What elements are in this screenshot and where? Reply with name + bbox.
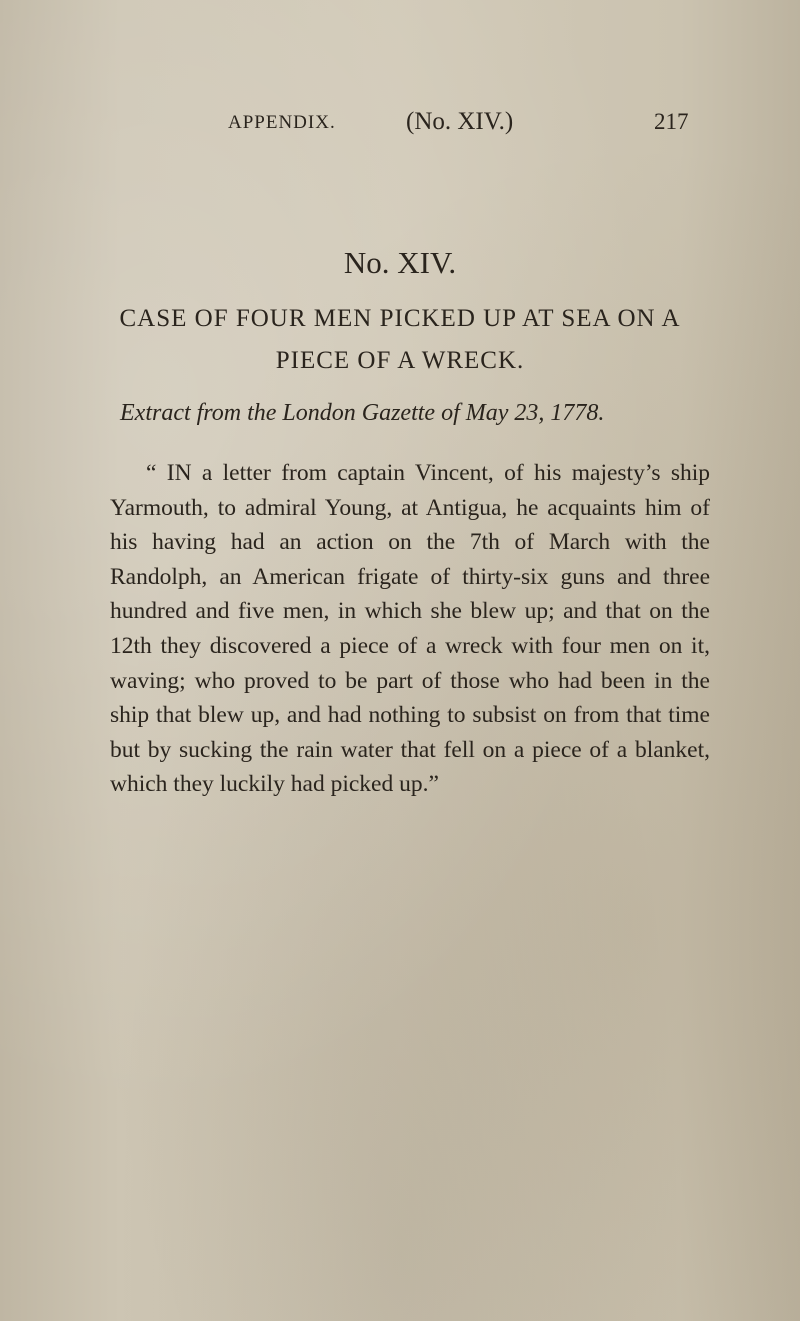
running-head-section: (No. XIV.) (406, 108, 514, 135)
subtitle: Extract from the London Gazette of May 23, 1778. (120, 400, 605, 426)
body-paragraph: “ IN a letter from captain Vincent, of his majesty’s ship Yarmouth, to admiral Young, at Antigua, he acquaints him of his having had an action on the 7th of March with the Randolph, an American frigate of thirty-six guns and three hundred and five men, in which she blew up; and that on the 12th they discovered a piece of a wreck with four men on it, waving; who proved to be part of those who had been in the ship that blew up, and had nothing to subsist on from that time but by sucking the rain water that fell on a piece of a blanket, which they luckily had picked up.” (110, 460, 710, 798)
page-title: CASE OF FOUR MEN PICKED UP AT SEA ON A PIECE OF A WRECK. (119, 305, 681, 374)
body-text (110, 456, 710, 802)
section-number: No. XIV. (343, 245, 457, 280)
running-head-appendix: APPENDIX. (228, 112, 336, 133)
page-number: 217 (654, 109, 689, 134)
running-head (0, 108, 800, 142)
